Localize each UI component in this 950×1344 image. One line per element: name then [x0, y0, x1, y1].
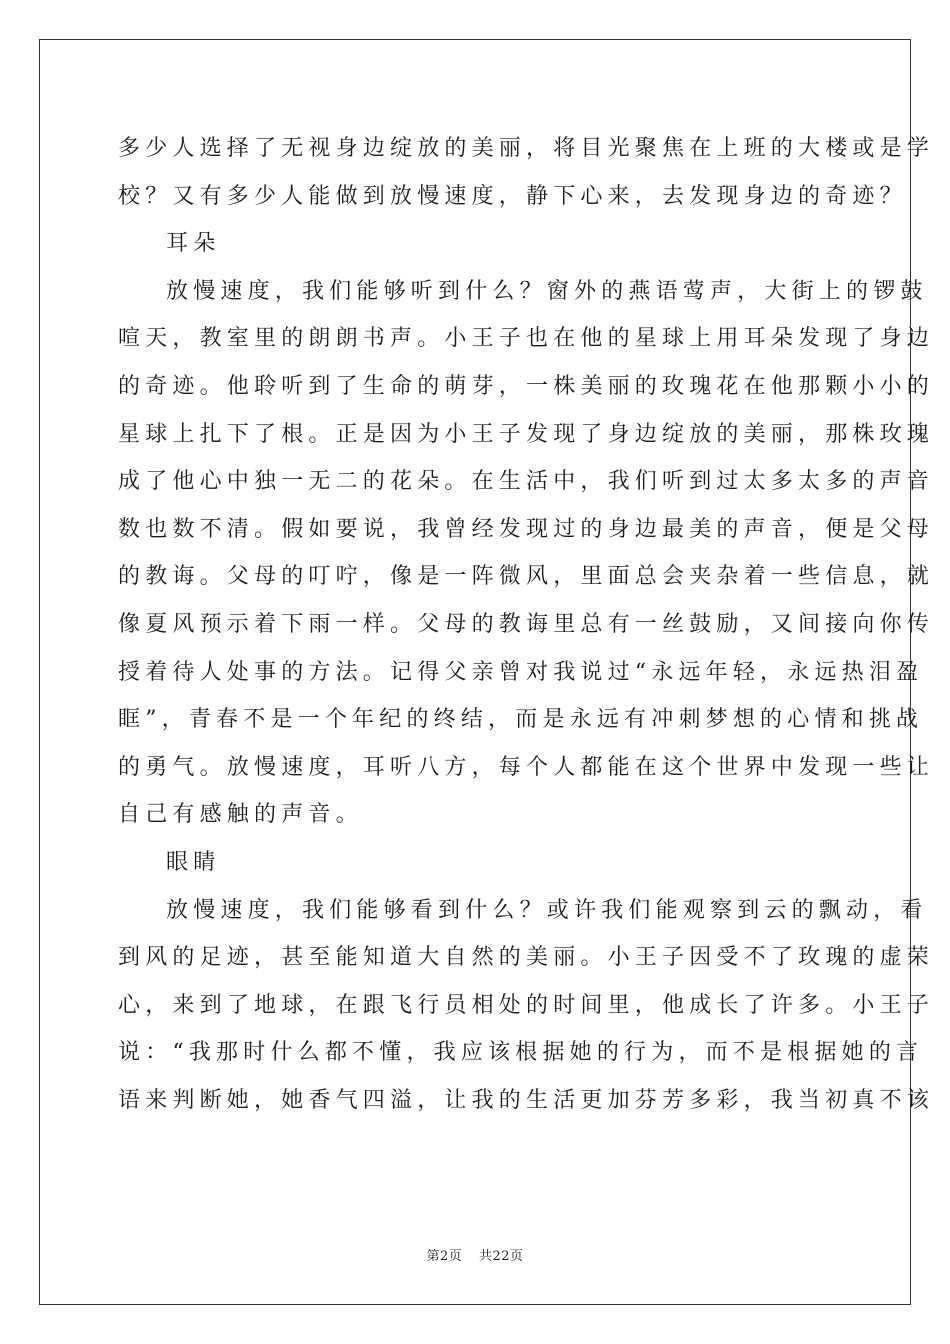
text-line: 心，来到了地球，在跟飞行员相处的时间里，他成长了许多。小王子: [118, 992, 935, 1018]
text-line: 成了他心中独一无二的花朵。在生活中，我们听到过太多太多的声音: [118, 469, 935, 495]
page-footer: [0, 1245, 950, 1264]
text-line: 自己有感触的声音。: [118, 802, 363, 828]
total-page-count: 共22页: [478, 1249, 524, 1264]
text-line: 星球上扎下了根。正是因为小王子发现了身边绽放的美丽，那株玫瑰: [118, 421, 935, 447]
text-line: 放慢速度，我们能够看到什么？或许我们能观察到云的飘动，看: [166, 897, 928, 923]
text-line: 放慢速度，我们能够听到什么？窗外的燕语莺声，大街上的锣鼓: [166, 278, 928, 304]
text-line: 的勇气。放慢速度，耳听八方，每个人都能在这个世界中发现一些让: [118, 754, 935, 780]
text-line: 授着待人处事的方法。记得父亲曾对我说过“永远年轻，永远热泪盈: [118, 659, 924, 685]
current-page-number: 第2页: [426, 1249, 463, 1264]
section-heading-ears: 耳朵: [166, 231, 221, 257]
text-line: 眶”，青春不是一个年纪的终结，而是永远有冲刺梦想的心情和挑战: [118, 707, 924, 733]
text-line: 到风的足迹，甚至能知道大自然的美丽。小王子因受不了玫瑰的虚荣: [118, 945, 935, 971]
document-body: [118, 125, 935, 1124]
text-line: 喧天，教室里的朗朗书声。小王子也在他的星球上用耳朵发现了身边: [118, 326, 935, 352]
text-line: 数也数不清。假如要说，我曾经发现过的身边最美的声音，便是父母: [118, 516, 935, 542]
text-line: 的教诲。父母的叮咛，像是一阵微风，里面总会夹杂着一些信息，就: [118, 564, 935, 590]
section-heading-eyes: 眼睛: [166, 849, 221, 875]
text-line: 语来判断她，她香气四溢，让我的生活更加芬芳多彩，我当初真不该: [118, 1087, 935, 1113]
text-line: 的奇迹。他聆听到了生命的萌芽，一株美丽的玫瑰花在他那颗小小的: [118, 373, 935, 399]
text-line: 校？又有多少人能做到放慢速度，静下心来，去发现身边的奇迹？: [118, 183, 907, 209]
text-line: 多少人选择了无视身边绽放的美丽，将目光聚焦在上班的大楼或是学: [118, 136, 935, 161]
text-line: 说：“我那时什么都不懂，我应该根据她的行为，而不是根据她的言: [118, 1040, 924, 1066]
text-line: 像夏风预示着下雨一样。父母的教诲里总有一丝鼓励，又间接向你传: [118, 611, 935, 637]
